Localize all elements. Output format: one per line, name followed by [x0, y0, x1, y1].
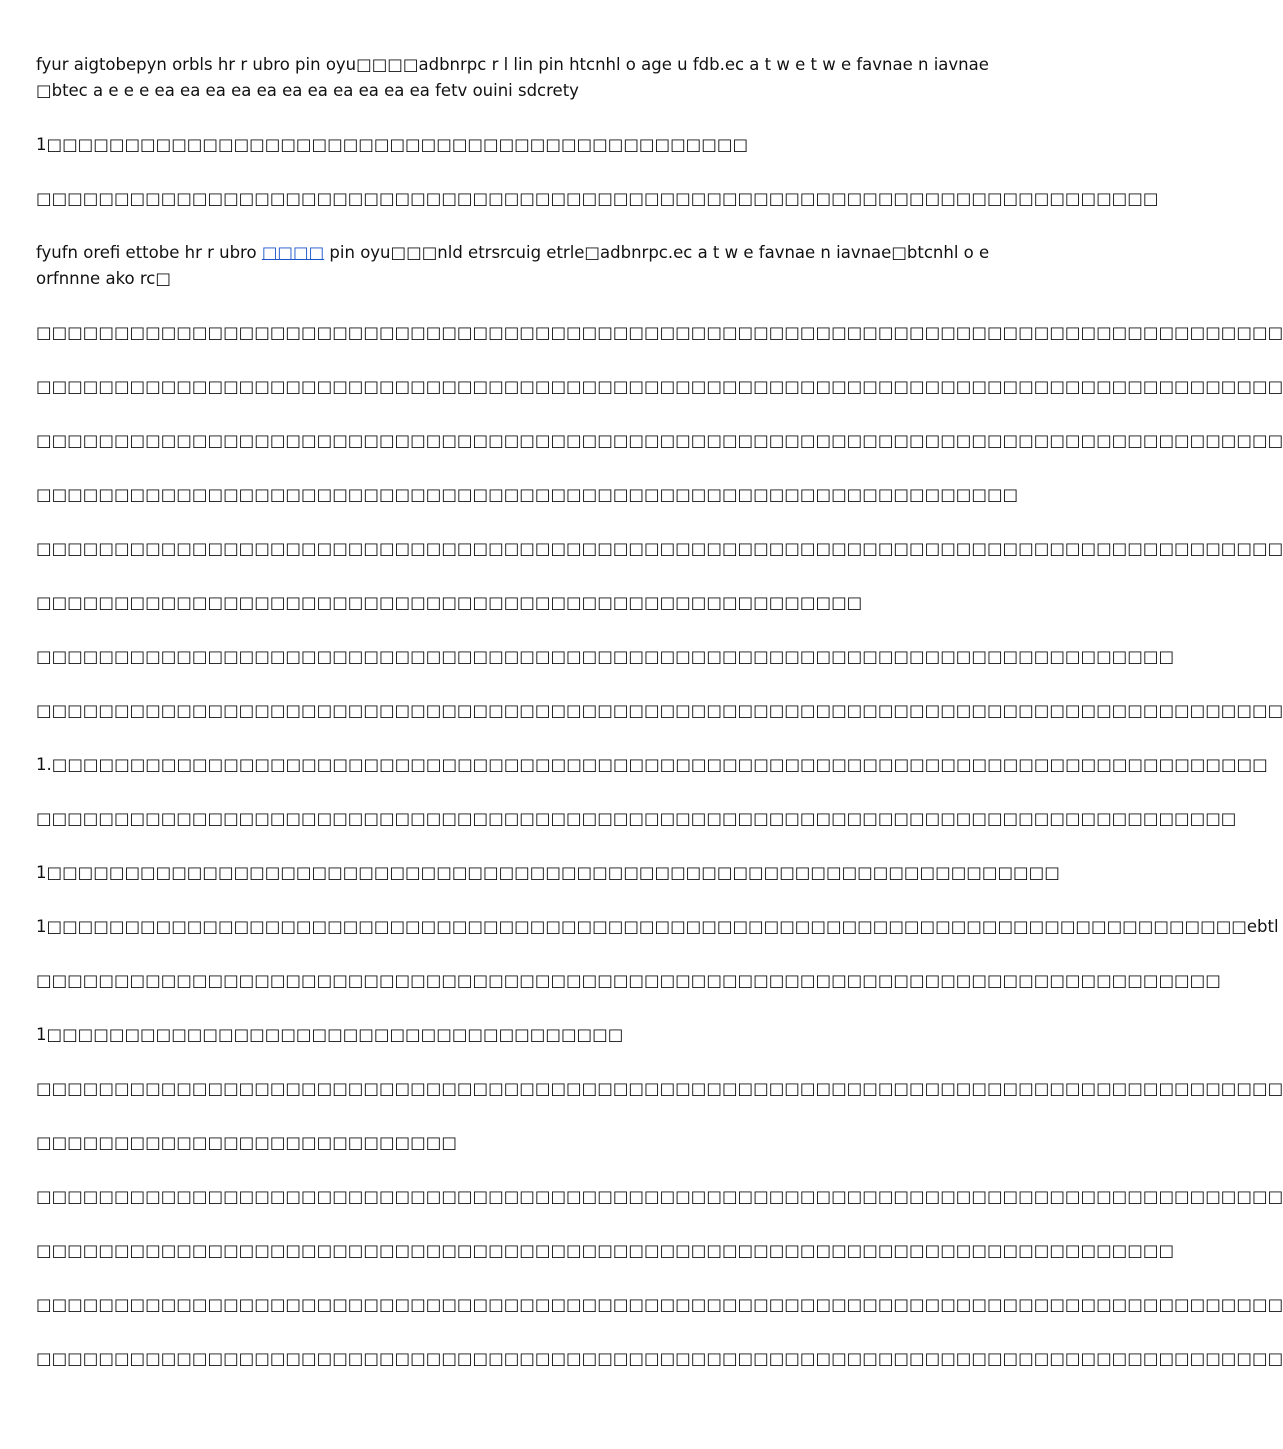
paragraph-19: □□□□□□□□□□□□□□□□□□□□□□□□□□□□□□□□□□□□□□□□□□□□□□□□□□□□□□□□□□□□□□□□□□□□□□□□□□□□□□□□	[36, 1079, 1283, 1098]
paragraph-20: □□□□□□□□□□□□□□□□□□□□□□□□□□□	[36, 1133, 457, 1152]
paragraph-24: □□□□□□□□□□□□□□□□□□□□□□□□□□□□□□□□□□□□□□□□□□□□□□□□□□□□□□□□□□□□□□□□□□□□□□□□□□□□□□□□	[36, 1349, 1283, 1368]
paragraph-4	[36, 240, 990, 292]
paragraph-6: □□□□□□□□□□□□□□□□□□□□□□□□□□□□□□□□□□□□□□□□□□□□□□□□□□□□□□□□□□□□□□□□□□□□□□□□□□□□□□□□	[36, 377, 1283, 396]
paragraph-8: □□□□□□□□□□□□□□□□□□□□□□□□□□□□□□□□□□□□□□□□□□□□□□□□□□□□□□□□□□□□□□□	[36, 485, 1019, 504]
paragraph-1: fyur aigtobepyn orbls hr r ubro pin oyu□□□□adbnrpc r l lin pin htcnhl o age u fdb.ec a t w e t w e favnae n iavnae□btec a e e e ea ea ea ea ea ea ea ea ea ea ea fetv ouini sdcrety	[36, 55, 989, 100]
paragraph-9: □□□□□□□□□□□□□□□□□□□□□□□□□□□□□□□□□□□□□□□□□□□□□□□□□□□□□□□□□□□□□□□□□□□□□□□□□□□□□□□□	[36, 539, 1283, 558]
paragraph-21: □□□□□□□□□□□□□□□□□□□□□□□□□□□□□□□□□□□□□□□□□□□□□□□□□□□□□□□□□□□□□□□□□□□□□□□□□□□□□□□□	[36, 1187, 1283, 1206]
paragraph-14: □□□□□□□□□□□□□□□□□□□□□□□□□□□□□□□□□□□□□□□□□□□□□□□□□□□□□□□□□□□□□□□□□□□□□□□□□□□□□	[36, 809, 1237, 828]
paragraph-5: □□□□□□□□□□□□□□□□□□□□□□□□□□□□□□□□□□□□□□□□□□□□□□□□□□□□□□□□□□□□□□□□□□□□□□□□□□□□□□□□	[36, 323, 1283, 342]
paragraph-17: □□□□□□□□□□□□□□□□□□□□□□□□□□□□□□□□□□□□□□□□□□□□□□□□□□□□□□□□□□□□□□□□□□□□□□□□□□□□	[36, 971, 1221, 990]
paragraph-22: □□□□□□□□□□□□□□□□□□□□□□□□□□□□□□□□□□□□□□□□□□□□□□□□□□□□□□□□□□□□□□□□□□□□□□□□□	[36, 1241, 1175, 1260]
paragraph-12: □□□□□□□□□□□□□□□□□□□□□□□□□□□□□□□□□□□□□□□□□□□□□□□□□□□□□□□□□□□□□□□□□□□□□□□□□□□□□□□□	[36, 701, 1283, 720]
paragraph-11: □□□□□□□□□□□□□□□□□□□□□□□□□□□□□□□□□□□□□□□□□□□□□□□□□□□□□□□□□□□□□□□□□□□□□□□□□	[36, 647, 1175, 666]
paragraph-13: 1.□□□□□□□□□□□□□□□□□□□□□□□□□□□□□□□□□□□□□□□□□□□□□□□□□□□□□□□□□□□□□□□□□□□□□□□□□□□□□□	[36, 755, 1268, 774]
paragraph-3: □□□□□□□□□□□□□□□□□□□□□□□□□□□□□□□□□□□□□□□□□□□□□□□□□□□□□□□□□□□□□□□□□□□□□□□□	[36, 189, 1159, 208]
paragraph-4-text-after: pin oyu□□□nld etrsrcuig etrle□adbnrpc.ec a t w e favnae n iavnae□btcnhl o e orfnnne ako rc□	[36, 243, 990, 288]
paragraph-4-text-before: fyufn orefi ettobe hr r ubro	[36, 243, 262, 262]
paragraph-16: 1□□□□□□□□□□□□□□□□□□□□□□□□□□□□□□□□□□□□□□□□□□□□□□□□□□□□□□□□□□□□□□□□□□□□□□□□□□□□□ebtl	[36, 917, 1279, 936]
paragraph-18: 1□□□□□□□□□□□□□□□□□□□□□□□□□□□□□□□□□□□□□	[36, 1025, 624, 1044]
paragraph-7: □□□□□□□□□□□□□□□□□□□□□□□□□□□□□□□□□□□□□□□□□□□□□□□□□□□□□□□□□□□□□□□□□□□□□□□□□□□□□□□□	[36, 431, 1283, 450]
paragraph-10: □□□□□□□□□□□□□□□□□□□□□□□□□□□□□□□□□□□□□□□□□□□□□□□□□□□□□	[36, 593, 863, 612]
paragraph-23: □□□□□□□□□□□□□□□□□□□□□□□□□□□□□□□□□□□□□□□□□□□□□□□□□□□□□□□□□□□□□□□□□□□□□□□□□□□□□□□□	[36, 1295, 1283, 1314]
paragraph-15: 1□□□□□□□□□□□□□□□□□□□□□□□□□□□□□□□□□□□□□□□□□□□□□□□□□□□□□□□□□□□□□□□□□	[36, 863, 1060, 882]
paragraph-2: 1□□□□□□□□□□□□□□□□□□□□□□□□□□□□□□□□□□□□□□□□□□□□□	[36, 135, 749, 154]
inline-link[interactable]: □□□□	[261, 243, 325, 262]
